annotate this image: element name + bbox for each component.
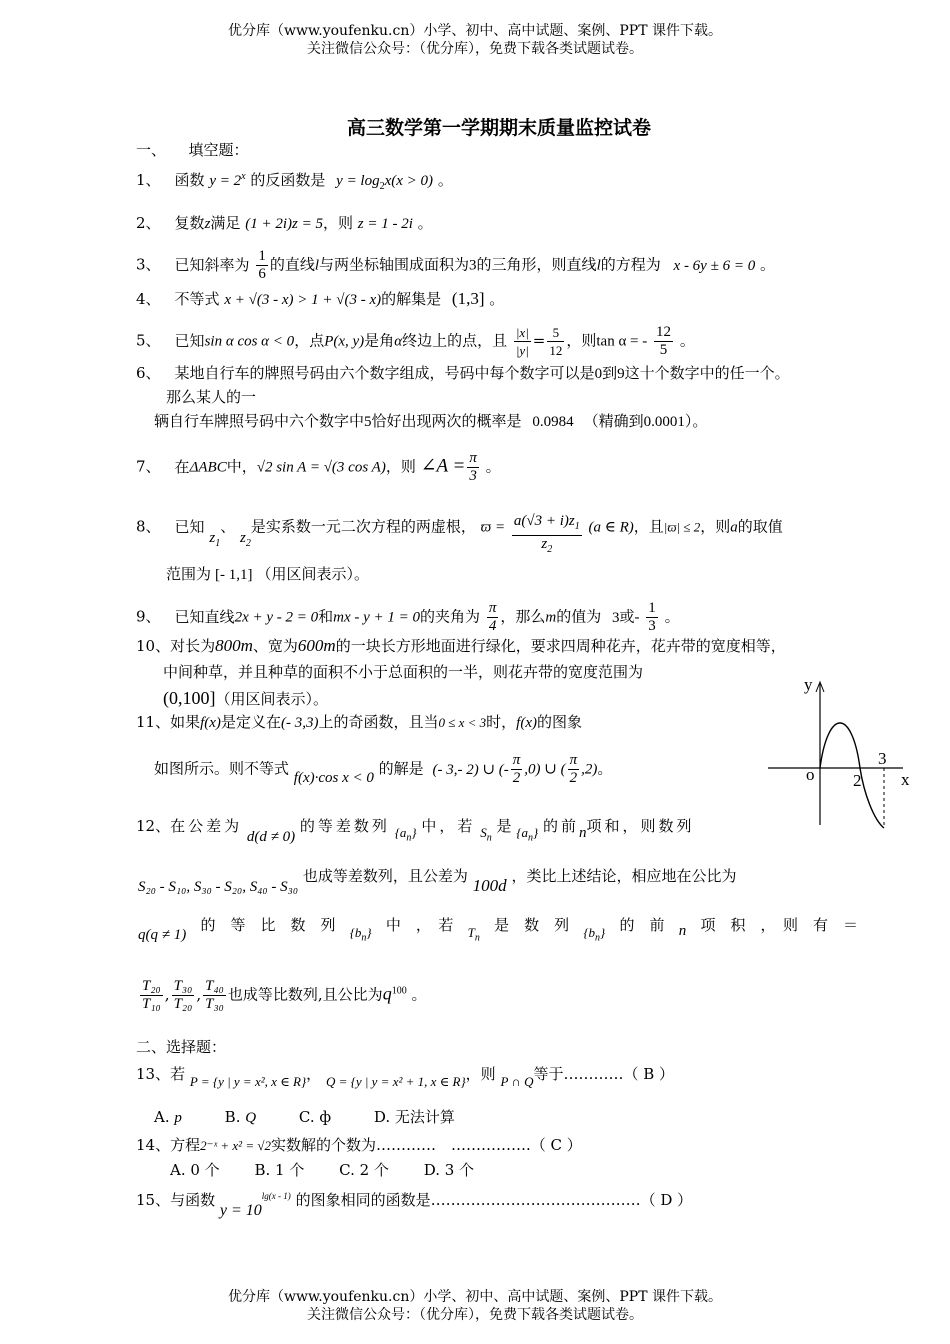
question-3: 3、 已知斜率为 $\frac{1}{6}$ 的直线l与两坐标轴围成面积为3的三角形，则直线l的方程为 x - 6y ± 6 = 0 。 (136, 248, 775, 282)
function-graph (760, 670, 920, 835)
option-a: A. 0 个 (170, 1161, 220, 1179)
question-6-line-1: 6、 某地自行车的牌照号码由六个数字组成，号码中每个数字可以是0到9这十个数字中的任一个。 (136, 364, 790, 382)
page-title: 高三数学第一学期期末质量监控试卷 (346, 117, 651, 139)
option-c: C. ф (298, 1108, 332, 1126)
x-axis-label: x (901, 770, 910, 789)
question-12-line-2: S₂₀ - S₁₀, S₃₀ - S₂₀, S₄₀ - S₃₀ 也成等差数列，且公差为 100d ，类比上述结论，相应地在公比为 (138, 867, 737, 895)
question-14: 14、方程2⁻ˣ + x² = √2实数解的个数为………… …………….（ C ） (136, 1136, 582, 1154)
header-line-2: 关注微信公众号：（优分库），免费下载各类试题试卷。 (307, 41, 643, 57)
question-14-options (170, 1159, 474, 1181)
question-11-line-1: 11、如果f(x)是定义在(- 3,3)上的奇函数，且当0 ≤ x < 3时，f(x)的图象 (136, 713, 583, 731)
question-13: 13、若 P = {y | y = x², x ∈ R}， Q = {y | y = x² + 1, x ∈ R}，则 P ∩ Q等于…………（ B ） (136, 1065, 675, 1089)
question-8-line-1: 8、 已知 $z_1$、 $z_2$是实系数一元二次方程的两虚根， ϖ = $\frac{a(√3 + i)z_1}{z_2}$ (a ∈ R)，且|ϖ| ≤ 2，则a的取值 (136, 513, 783, 555)
question-6-line-3: 辆自行车牌照号码中六个数字中5恰好出现两次的概率是 0.0984 （精确到0.0001）。 (154, 412, 708, 430)
question-15: 15、与函数 $y = 10^{lg(x - 1)}$ 的图象相同的函数是……………………………………（ D ） (136, 1191, 693, 1219)
tick-label-2: 2 (853, 771, 862, 790)
option-b: B. 1 个 (254, 1161, 305, 1179)
option-d: D. 无法计算 (373, 1108, 455, 1126)
question-12-line-3: q(q ≠ 1) 的 等 比 数 列 $\{b_n\}$ 中 ， 若 $T_n$ 是 数 列 $\{b_n\}$ 的 前 n 项 积 ， 则 有 ＝ (138, 916, 858, 944)
header-line-1: 优分库（www.youfenku.cn）小学、初中、高中试题、案例、PPT 课件下载。 (227, 23, 722, 39)
option-a: A. p (154, 1108, 182, 1126)
y-axis-label: y (804, 675, 813, 694)
question-7: 7、 在ΔABC中，√2 sin A = √(3 cos A)，则 ∠A = $\frac{\pi}{3}$ 。 (136, 450, 501, 484)
question-11-line-2: 如图所示。则不等式 f(x)·cos x < 0 的解是 (- 3,- 2) ∪ (- $\frac{\pi}{2}$ ,0) ∪ ( $\frac{\pi}{2}$ ,2)。 (154, 752, 613, 786)
question-9: 9、 已知直线2x + y - 2 = 0和mx - y + 1 = 0的夹角为 $\frac{\pi}{4}$ ，那么m的值为 3或- $\frac{1}{3}$ 。 (136, 600, 680, 634)
question-10-line-2: 中间种草，并且种草的面积不小于总面积的一半，则花卉带的宽度范围为 (163, 663, 644, 681)
section-1-heading: 一、 填空题： (136, 141, 249, 159)
option-d: D. 3 个 (423, 1161, 475, 1179)
question-10-line-1: 10、对长为800m、宽为600m的一块长方形地面进行绿化，要求四周种花卉，花卉带的宽度相等， (136, 636, 786, 655)
question-2: 2、 复数z满足 (1 + 2i)z = 5，则 z = 1 - 2i 。 (136, 214, 433, 232)
question-10-line-3: (0,100]（用区间表示）。 (163, 688, 329, 708)
option-b: B. Q (224, 1108, 257, 1126)
function-curve (820, 723, 884, 828)
question-13-options (154, 1106, 455, 1129)
tick-label-3: 3 (878, 749, 887, 768)
question-8-line-2: 范围为 [- 1,1] （用区间表示）。 (166, 565, 370, 583)
footer-line-2: 关注微信公众号：（优分库），免费下载各类试题试卷。 (307, 1307, 643, 1323)
origin-label: o (806, 765, 815, 784)
question-4: 4、 不等式 x + √(3 - x) > 1 + √(3 - x)的解集是 (1,3] 。 (136, 289, 505, 308)
footer-line-1: 优分库（www.youfenku.cn）小学、初中、高中试题、案例、PPT 课件下载。 (227, 1289, 722, 1305)
option-c: C. 2 个 (339, 1161, 389, 1179)
question-12-line-1: 12、在公差为 d(d ≠ 0) 的等差数列 $\{a_n\}$ 中，若 $S_n$ 是 $\{a_n\}$ 的前n项和，则数列 (136, 817, 695, 845)
question-6-line-2: 那么某人的一 (166, 388, 257, 406)
question-12-line-4: $\frac{\text{T₂₀}}{\text{T₁₀}}$ , $\frac{\text{T₃₀}}{\text{T₂₀}}$ , $\frac{\text{T₄₀}}{\text{T₃₀}}$ 也成等比数列,且公比为$q^{100}$ 。 (142, 978, 427, 1012)
section-2-heading: 二、选择题： (136, 1038, 227, 1056)
question-5: 5、 已知sin α cos α < 0，点P(x, y)是角α终边上的点，且 $\frac{|x|}{|y|}$ = $\frac{5}{12}$ ，则tan α = - $\frac{12}{5}$ 。 (136, 324, 695, 358)
question-1: 1、 函数 $y = 2^x$ 的反函数是 $y = \log_2x(x > 0)$ 。 (136, 171, 453, 192)
